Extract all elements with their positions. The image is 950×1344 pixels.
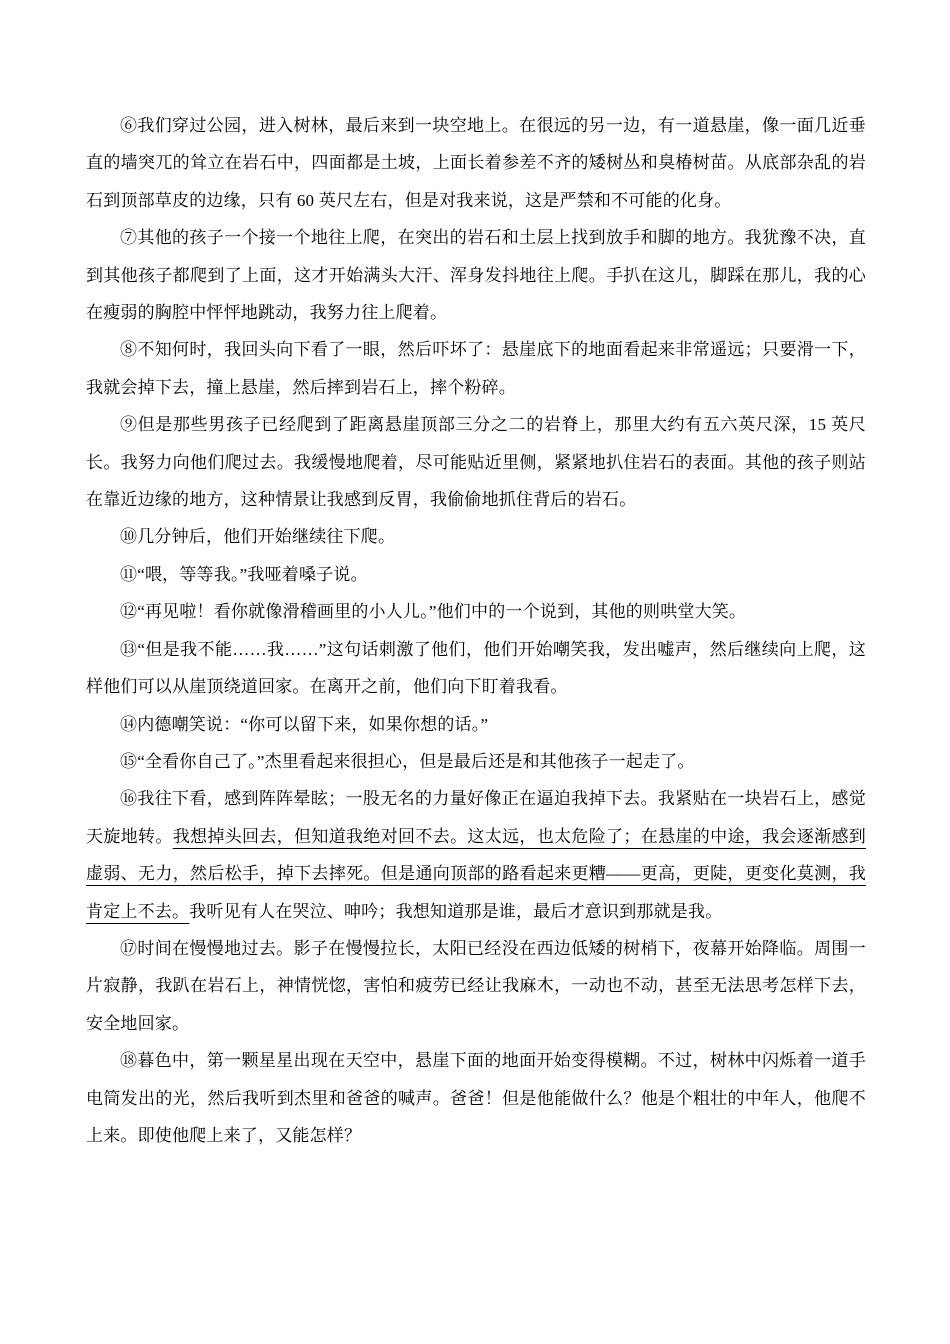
paragraph-9: ⑨但是那些男孩子已经爬到了距离悬崖顶部三分之二的岩脊上，那里大约有五六英尺深，15 英尺长。我努力向他们爬过去。我缓慢地爬着，尽可能贴近里侧，紧紧地扒住岩石的表面。其他的孩子则站在靠近边缘的地方，这种情景让我感到反胃，我偷偷地抓住背后的岩石。 (86, 415, 866, 510)
paragraph-11: ⑪“喂，等等我。”我哑着嗓子说。 (120, 564, 368, 584)
paragraph-10: ⑩几分钟后，他们开始继续往下爬。 (120, 527, 396, 547)
paragraph-16 (86, 780, 866, 930)
paragraph-8: ⑧不知何时，我回头向下看了一眼，然后吓坏了：悬崖底下的地面看起来非常遥远；只要滑一下，我就会掉下去，撞上悬崖，然后摔到岩石上，摔个粉碎。 (86, 340, 866, 397)
paragraph-13: ⑬“但是我不能……我……”这句话刺激了他们，他们开始嘲笑我，发出嘘声，然后继续向上爬，这样他们可以从崖顶绕道回家。在离开之前，他们向下盯着我看。 (86, 639, 866, 697)
paragraph-7: ⑦其他的孩子一个接一个地往上爬，在突出的岩石和土层上找到放手和脚的地方。我犹豫不决，直到其他孩子都爬到了上面，这才开始满头大汗、浑身发抖地往上爬。手扒在这儿，脚踩在那儿，我的心在瘦弱的胸腔中怦怦地跳动，我努力往上爬着。 (86, 228, 866, 323)
paragraph-16-text-after: 我听见有人在哭泣、呻吟；我想知道那是谁，最后才意识到那就是我。 (189, 901, 723, 921)
paragraph-12: ⑫“再见啦！看你就像滑稽画里的小人儿。”他们中的一个说到，其他的则哄堂大笑。 (120, 602, 747, 622)
passage-body (86, 107, 866, 1154)
paragraph-18: ⑱暮色中，第一颗星星出现在天空中，悬崖下面的地面开始变得模糊。不过，树林中闪烁着一道手电筒发出的光，然后我听到杰里和爸爸的喊声。爸爸！但是他能做什么？他是个粗壮的中年人，他爬不上来。即使他爬上来了，又能怎样？ (86, 1051, 866, 1145)
paragraph-14: ⑭内德嘲笑说：“你可以留下来，如果你想的话。” (120, 714, 489, 734)
paragraph-16-underlined-text: 我想掉头回去，但知道我绝对回不去。这太远，也太危险了；在悬崖的中途，我会逐渐感到虚弱、无力，然后松手，掉下去摔死。但是通向顶部的路看起来更糟——更高，更陡，更变化莫测，我肯定上不去。 (86, 826, 867, 921)
paragraph-16-text-before: ⑯我往下看，感到阵阵晕眩；一股无名的力量好像正在逼迫我掉下去。我紧贴在一块岩石上，感觉天旋地转。 (86, 789, 866, 846)
paragraph-17: ⑰时间在慢慢地过去。影子在慢慢拉长，太阳已经没在西边低矮的树梢下，夜幕开始降临。周围一片寂静，我趴在岩石上，神情恍惚，害怕和疲劳已经让我麻木，一动也不动，甚至无法思考怎样下去，安全地回家。 (86, 938, 866, 1033)
paragraph-15: ⑮“全看你自己了。”杰里看起来很担心，但是最后还是和其他孩子一起走了。 (120, 751, 695, 771)
paragraph-6: ⑥我们穿过公园，进入树林，最后来到一块空地上。在很远的另一边，有一道悬崖，像一面几近垂直的墙突兀的耸立在岩石中，四面都是土坡，上面长着参差不齐的矮树丛和臭椿树苗。从底部杂乱的岩石到顶部草皮的边缘，只有 60 英尺左右，但是对我来说，这是严禁和不可能的化身。 (86, 116, 866, 210)
